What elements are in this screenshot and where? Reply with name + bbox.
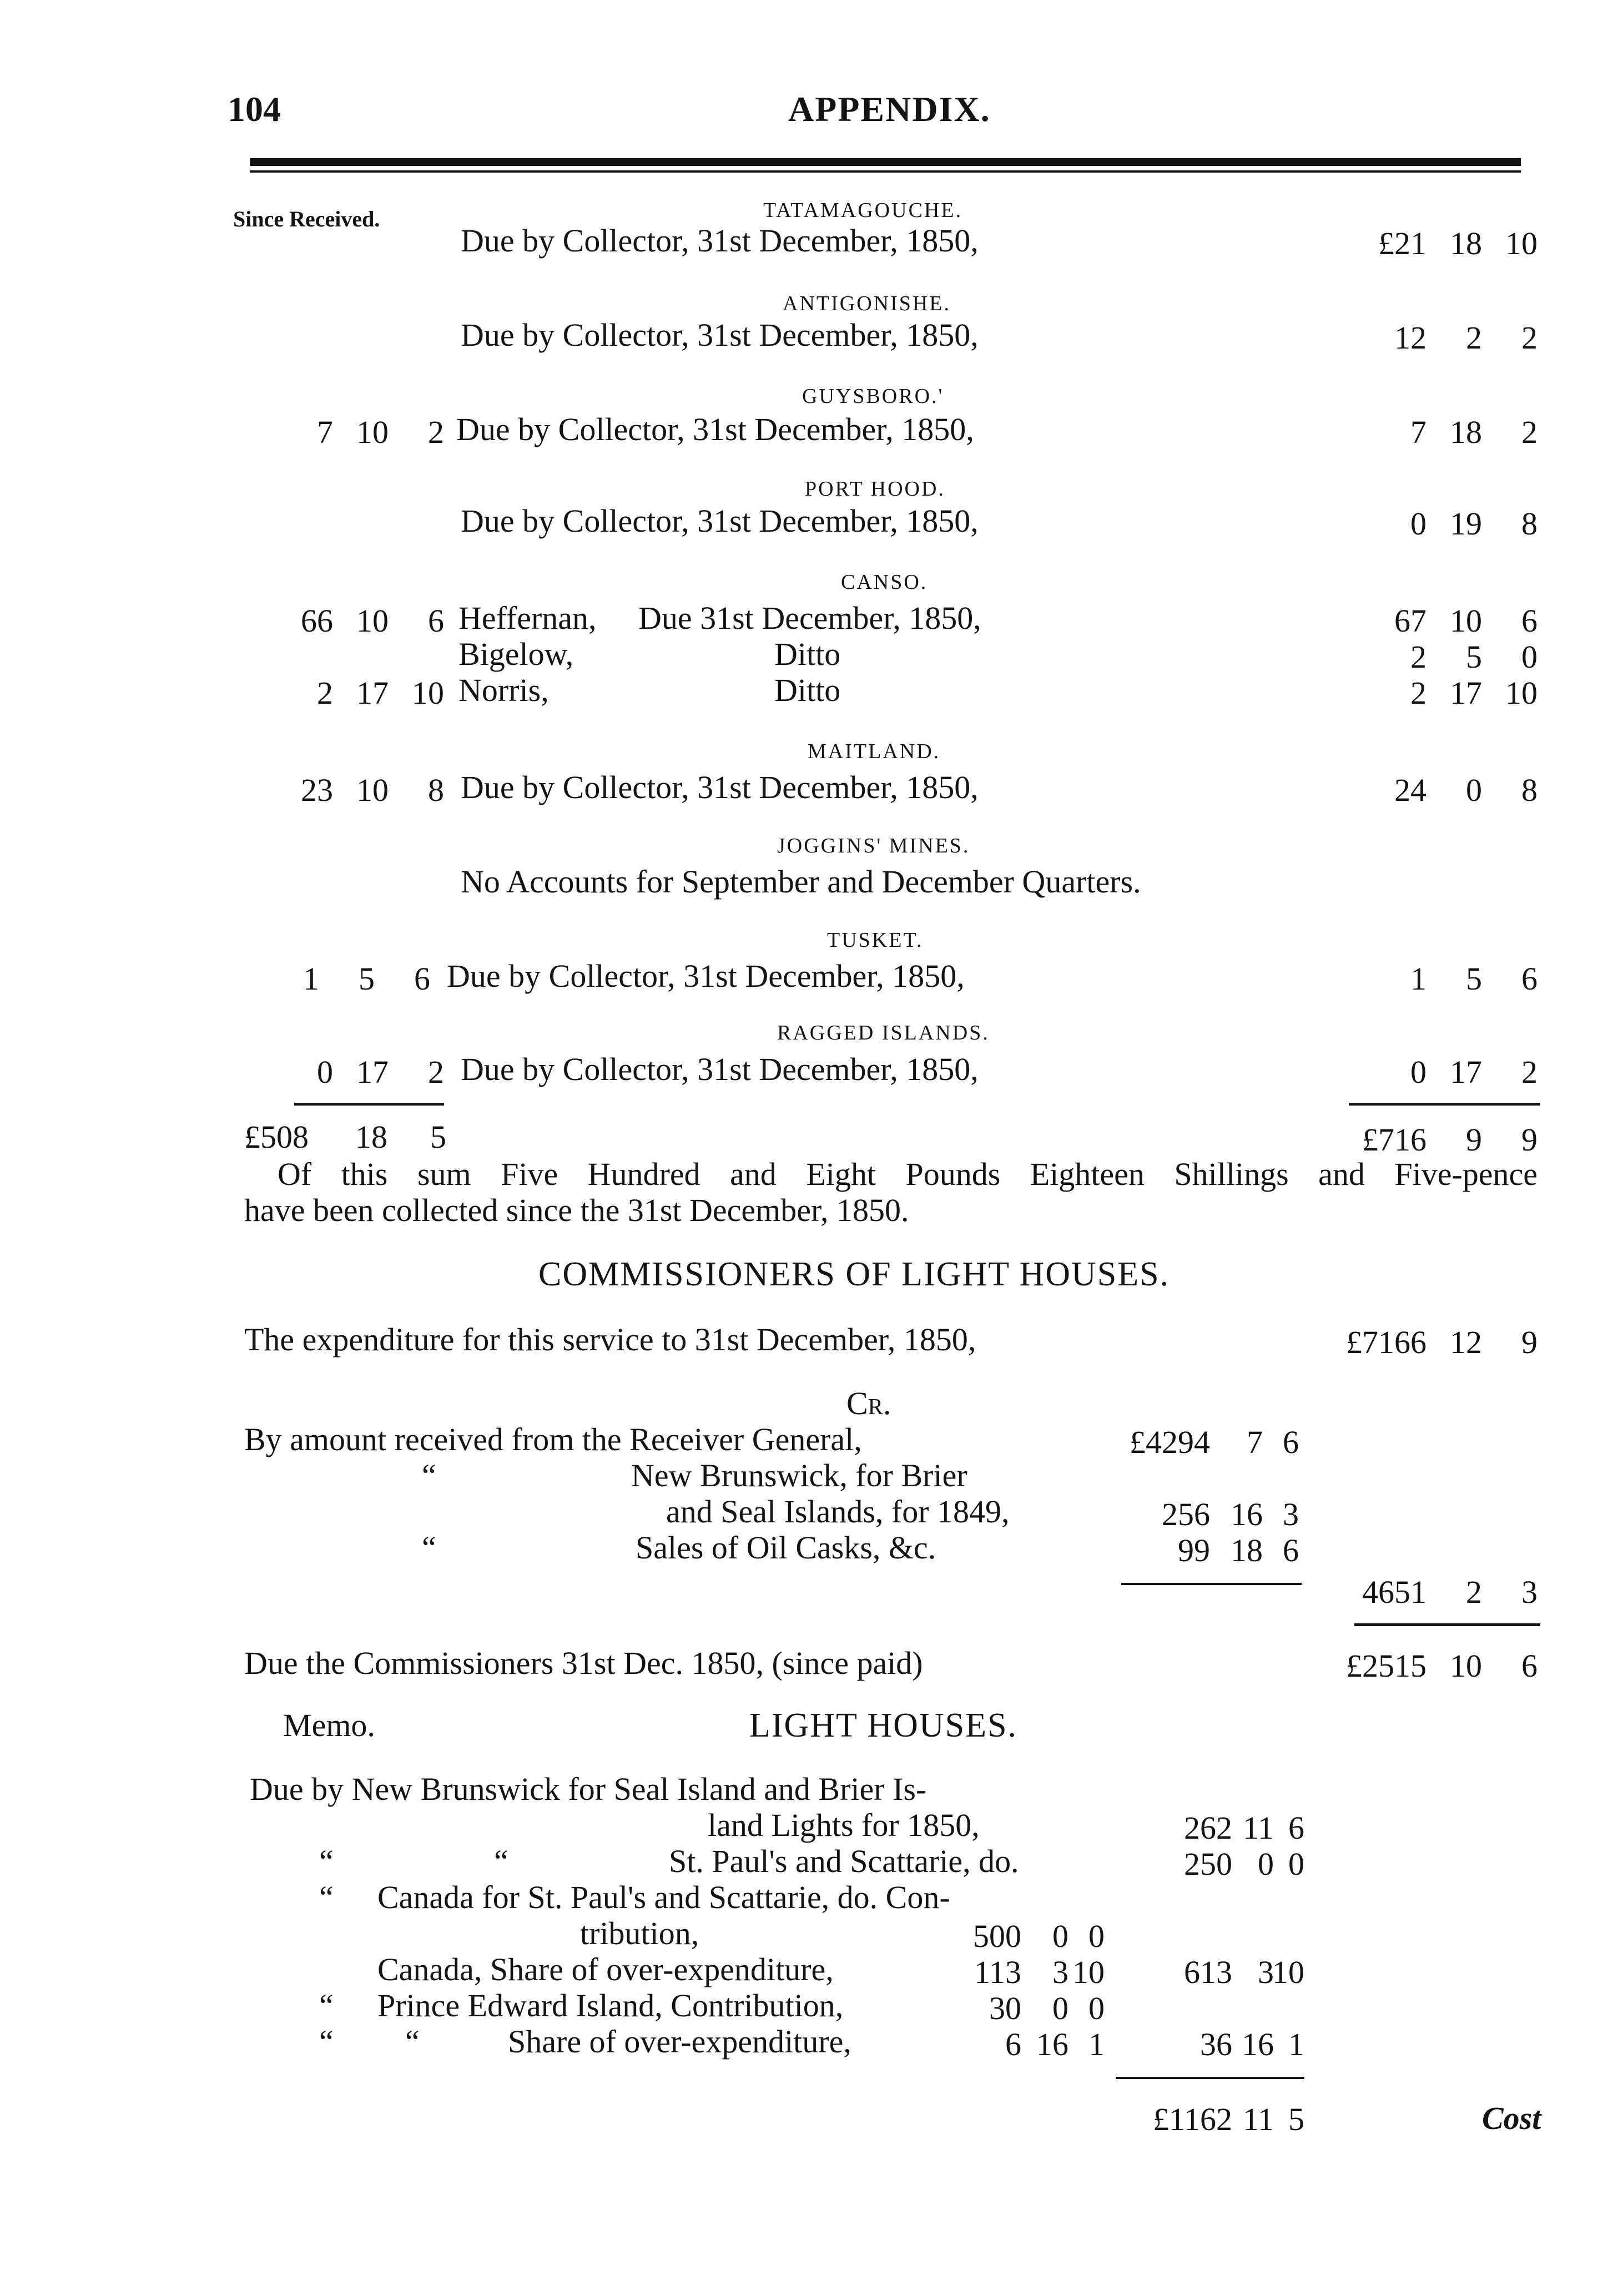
memo-inner-amount: 30 0 0 [989, 1990, 1105, 2026]
due-amount: 7 18 2 [1410, 414, 1538, 450]
due-commissioners-amount: £2515 10 6 [1346, 1648, 1538, 1684]
memo-line: tribution, [580, 1915, 699, 1951]
memo-line: St. Paul's and Scattarie, do. [669, 1843, 1019, 1879]
memo-line: Due by New Brunswick for Seal Island and Brier Is- [250, 1771, 927, 1807]
cr-amount: 256 16 3 [1162, 1496, 1299, 1532]
memo-total-rule [1116, 2077, 1304, 2079]
page-title: APPENDIX. [788, 89, 991, 129]
since-received-label: Since Received. [233, 206, 380, 231]
due-amount: 2 17 10 [1410, 675, 1538, 711]
due-amount: 1 5 6 [1410, 961, 1538, 997]
since-amount: 7 10 2 [317, 414, 444, 450]
memo-inner-amount: 113 3 10 [974, 1954, 1105, 1990]
due-amount: 67 10 6 [1394, 603, 1538, 639]
section-heading: COMMISSIONERS OF LIGHT HOUSES. [538, 1255, 1170, 1293]
due-total-rule [1349, 1103, 1540, 1106]
cr-amount: £4294 7 6 [1130, 1424, 1299, 1460]
canso-desc: Due 31st December, 1850, [638, 600, 981, 636]
memo-amount: 36 16 1 [1200, 2026, 1304, 2062]
district-heading: TATAMAGOUCHE. [763, 199, 963, 222]
district-heading: JOGGINS' MINES. [777, 834, 970, 857]
district-heading: PORT HOOD. [805, 477, 945, 501]
ditto-mark: “ [319, 1987, 334, 2023]
due-rule [1354, 1623, 1540, 1626]
collector-line: Due by Collector, 31st December, 1850, [461, 317, 979, 353]
district-heading: TUSKET. [827, 929, 924, 952]
collection-note: have been collected since the 31st December, 1850. [244, 1192, 909, 1228]
ditto-mark: “ [422, 1457, 436, 1493]
collector-line: Due by Collector, 31st December, 1850, [461, 223, 979, 259]
since-total-pence: 5 [430, 1119, 446, 1155]
memo-inner-amount: 6 16 1 [1005, 2026, 1105, 2062]
header-rule-thick [250, 158, 1521, 166]
joggins-note: No Accounts for September and December Quarters. [461, 864, 1141, 900]
since-amount: 66 10 6 [301, 603, 444, 639]
expenditure-text: The expenditure for this service to 31st December, 1850, [244, 1321, 976, 1358]
memo-amount: 613 3 10 [1184, 1954, 1304, 1990]
district-heading: ANTIGONISHE. [783, 292, 951, 315]
collection-note: Of this sum Five Hundred and Eight Pounds Eighteen Shillings and Five-pence [278, 1156, 1538, 1192]
collector-line: Due by Collector, 31st December, 1850, [461, 1051, 979, 1087]
due-amount: 0 17 2 [1410, 1054, 1538, 1090]
canso-desc: Ditto [774, 636, 841, 672]
memo-line: land Lights for 1850, [708, 1807, 980, 1843]
canso-desc: Ditto [774, 672, 841, 708]
ditto-mark: “ [405, 2023, 420, 2060]
since-total-pounds: £508 [244, 1119, 309, 1155]
collector-line: Due by Collector, 31st December, 1850, [456, 411, 974, 447]
memo-total: £1162 11 5 [1153, 2101, 1304, 2137]
ditto-mark: “ [319, 1879, 334, 1915]
memo-inner-amount: 500 0 0 [973, 1918, 1105, 1954]
ditto-mark: “ [319, 1843, 334, 1879]
canso-person: Heffernan, [458, 600, 597, 636]
since-amount: 23 10 8 [301, 772, 444, 808]
header-rule-thin [250, 170, 1521, 173]
due-total: £716 9 9 [1362, 1122, 1538, 1158]
ditto-mark: “ [422, 1530, 436, 1566]
district-heading: CANSO. [841, 571, 928, 594]
district-heading: MAITLAND. [808, 740, 941, 763]
since-amount: 1 5 6 [303, 961, 430, 997]
due-amount: 0 19 8 [1410, 506, 1538, 542]
ditto-mark: “ [319, 2023, 334, 2060]
canso-person: Bigelow, [458, 636, 574, 672]
cr-subtotal-rule [1121, 1583, 1302, 1585]
page-number: 104 [228, 89, 281, 129]
due-amount: 24 0 8 [1394, 772, 1538, 808]
cr-label: Cr. [846, 1385, 891, 1421]
cr-row: New Brunswick, for Brier [631, 1457, 967, 1493]
due-amount: £21 18 10 [1378, 225, 1538, 261]
memo-line: Share of over-expenditure, [508, 2023, 851, 2060]
catchword: Cost [1482, 2100, 1541, 2136]
ditto-mark: “ [494, 1843, 508, 1879]
memo-amount: 262 11 6 [1184, 1810, 1304, 1846]
memo-heading: LIGHT HOUSES. [749, 1707, 1017, 1744]
district-heading: RAGGED ISLANDS. [777, 1021, 990, 1044]
since-amount: 2 17 10 [317, 675, 444, 711]
cr-amount: 99 18 6 [1178, 1532, 1299, 1568]
canso-person: Norris, [458, 672, 549, 708]
memo-line: Canada for St. Paul's and Scattarie, do. Con- [377, 1879, 950, 1915]
cr-row: Sales of Oil Casks, &c. [636, 1530, 936, 1566]
cr-total: 4651 2 3 [1362, 1574, 1538, 1610]
due-amount: 2 5 0 [1410, 639, 1538, 675]
collector-line: Due by Collector, 31st December, 1850, [461, 503, 979, 539]
since-total-shillings: 18 [355, 1119, 387, 1155]
cr-row: and Seal Islands, for 1849, [666, 1493, 1010, 1530]
since-amount: 0 17 2 [317, 1054, 444, 1090]
due-amount: 12 2 2 [1394, 320, 1538, 356]
memo-line: Canada, Share of over-expenditure, [377, 1951, 834, 1987]
memo-amount: 250 0 0 [1184, 1846, 1304, 1882]
cr-row: By amount received from the Receiver General, [244, 1421, 862, 1457]
since-total-rule [294, 1103, 444, 1106]
collector-line: Due by Collector, 31st December, 1850, [447, 958, 965, 994]
collector-line: Due by Collector, 31st December, 1850, [461, 769, 979, 805]
district-heading: GUYSBORO.' [802, 385, 944, 408]
memo-line: Prince Edward Island, Contribution, [377, 1987, 844, 2023]
due-commissioners-text: Due the Commissioners 31st Dec. 1850, (since paid) [244, 1645, 923, 1681]
memo-label: Memo. [283, 1707, 375, 1743]
expenditure-amount: £7166 12 9 [1346, 1324, 1538, 1360]
